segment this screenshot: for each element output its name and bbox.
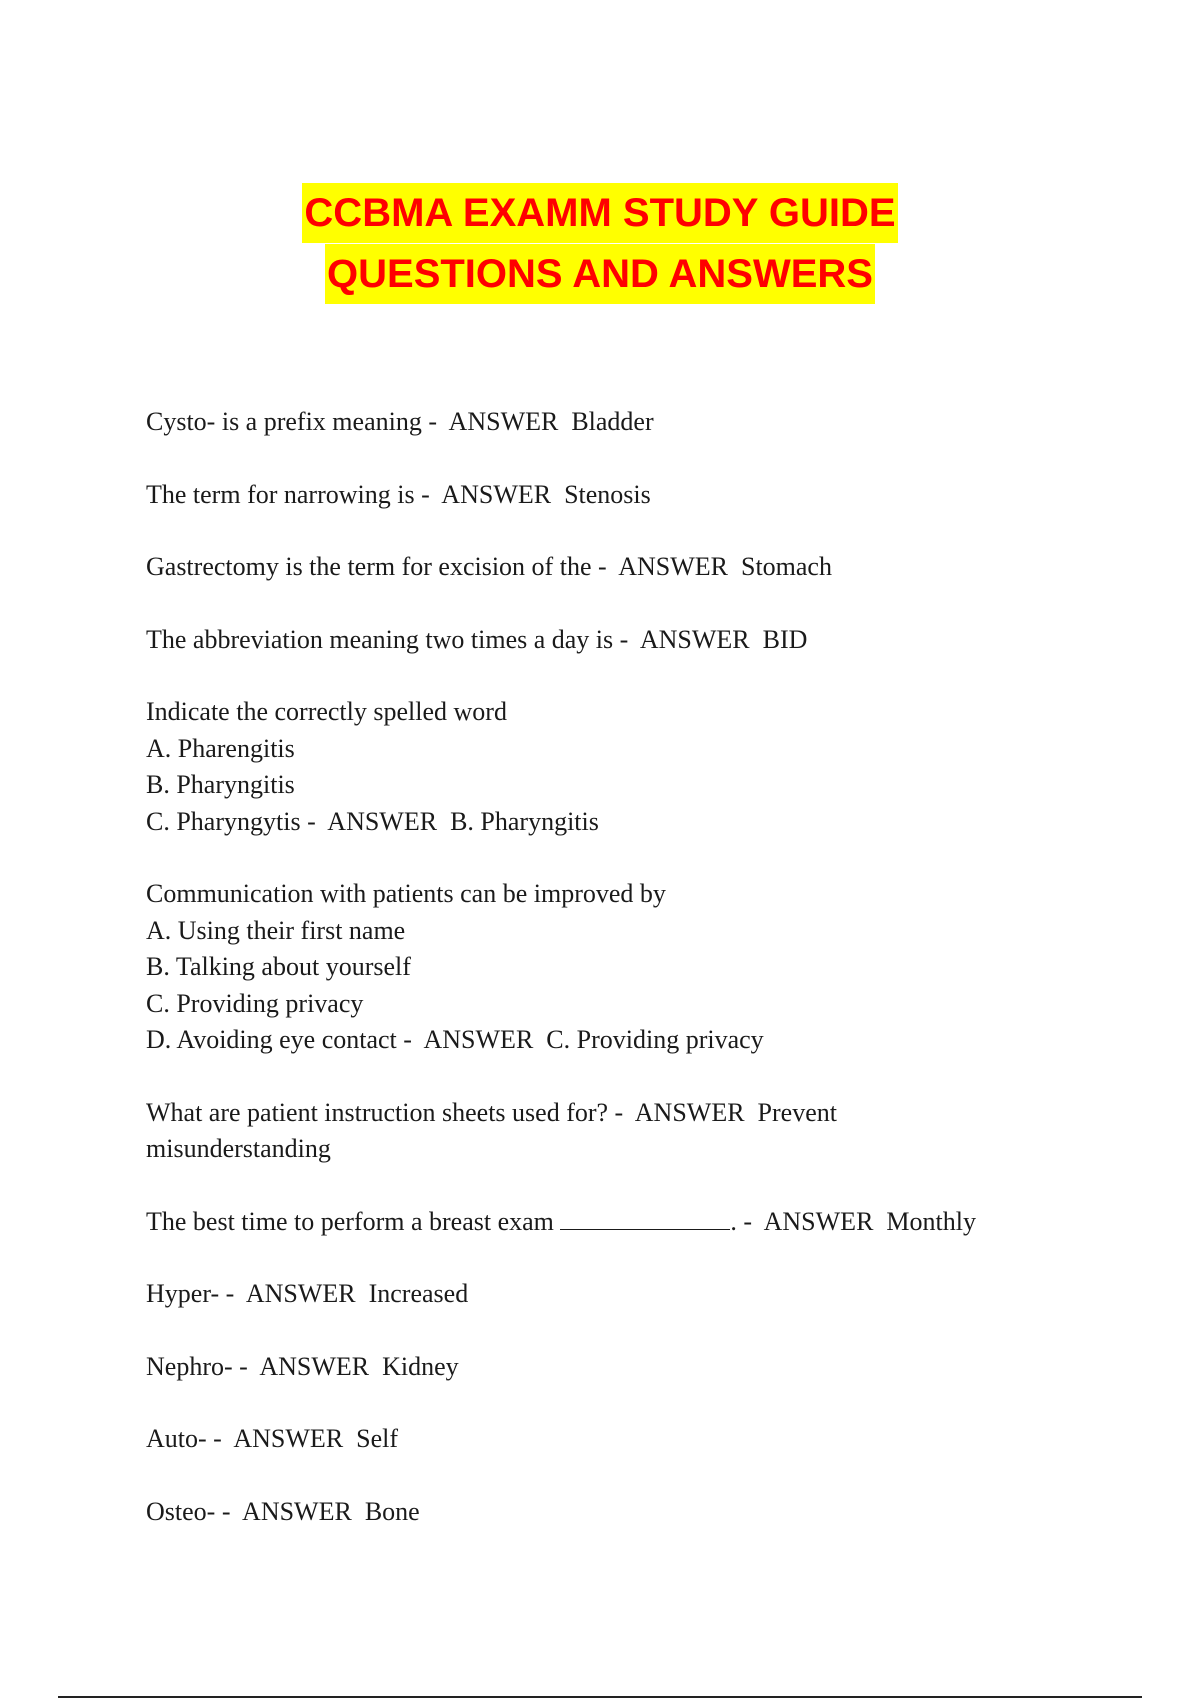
- footer-divider: [58, 1696, 1142, 1698]
- qa-item-10: [146, 1349, 1086, 1386]
- option-b: B. Talking about yourself: [146, 952, 411, 981]
- qa-line: Gastrectomy is the term for excision of the - ANSWER Stomach: [146, 552, 832, 581]
- qa-item-12: [146, 1494, 1086, 1531]
- title-line-1: CCBMA EXAMM STUDY GUIDE: [302, 183, 897, 243]
- option-a: A. Pharengitis: [146, 733, 295, 763]
- qa-item-11: [146, 1421, 1086, 1458]
- question-text-before-blank: The best time to perform a breast exam: [146, 1206, 561, 1236]
- qa-line: The term for narrowing is - ANSWER Stenosis: [146, 479, 651, 509]
- option-b: B. Pharyngitis: [146, 770, 295, 799]
- qa-item-6: [146, 876, 1086, 1059]
- qa-line: Auto- - ANSWER Self: [146, 1424, 399, 1453]
- option-a: A. Using their first name: [146, 915, 406, 945]
- question-text: Indicate the correctly spelled word: [146, 697, 507, 726]
- document-title: [0, 183, 1200, 305]
- option-c: C. Providing privacy: [146, 988, 364, 1018]
- qa-item-3: [146, 549, 1086, 586]
- qa-line: Cysto- is a prefix meaning - ANSWER Bladder: [146, 407, 654, 436]
- question-answer-list: [146, 404, 1086, 1566]
- qa-line: Hyper- - ANSWER Increased: [146, 1279, 469, 1308]
- qa-item-7: [146, 1095, 1086, 1168]
- option-c-with-answer: C. Pharyngytis - ANSWER B. Pharyngitis: [146, 806, 599, 836]
- qa-item-9: [146, 1276, 1086, 1313]
- qa-item-4: [146, 622, 1086, 659]
- fill-in-blank-question: [146, 1204, 1086, 1241]
- question-text: Communication with patients can be improved by: [146, 879, 666, 908]
- answer-blank-underline: [560, 1207, 730, 1230]
- qa-line: What are patient instruction sheets used for? - ANSWER Prevent: [146, 1097, 837, 1127]
- question-text-after-blank: . - ANSWER Monthly: [730, 1206, 976, 1236]
- qa-line: Osteo- - ANSWER Bone: [146, 1496, 420, 1526]
- qa-line: The abbreviation meaning two times a day is - ANSWER BID: [146, 624, 808, 654]
- title-line-2: QUESTIONS AND ANSWERS: [325, 244, 875, 304]
- qa-item-5: [146, 694, 1086, 840]
- qa-item-8: [146, 1204, 1086, 1241]
- qa-line-continuation: misunderstanding: [146, 1134, 331, 1163]
- qa-line: Nephro- - ANSWER Kidney: [146, 1351, 459, 1381]
- qa-item-2: [146, 477, 1086, 514]
- qa-item-1: [146, 404, 1086, 441]
- option-d-with-answer: D. Avoiding eye contact - ANSWER C. Providing privacy: [146, 1025, 764, 1054]
